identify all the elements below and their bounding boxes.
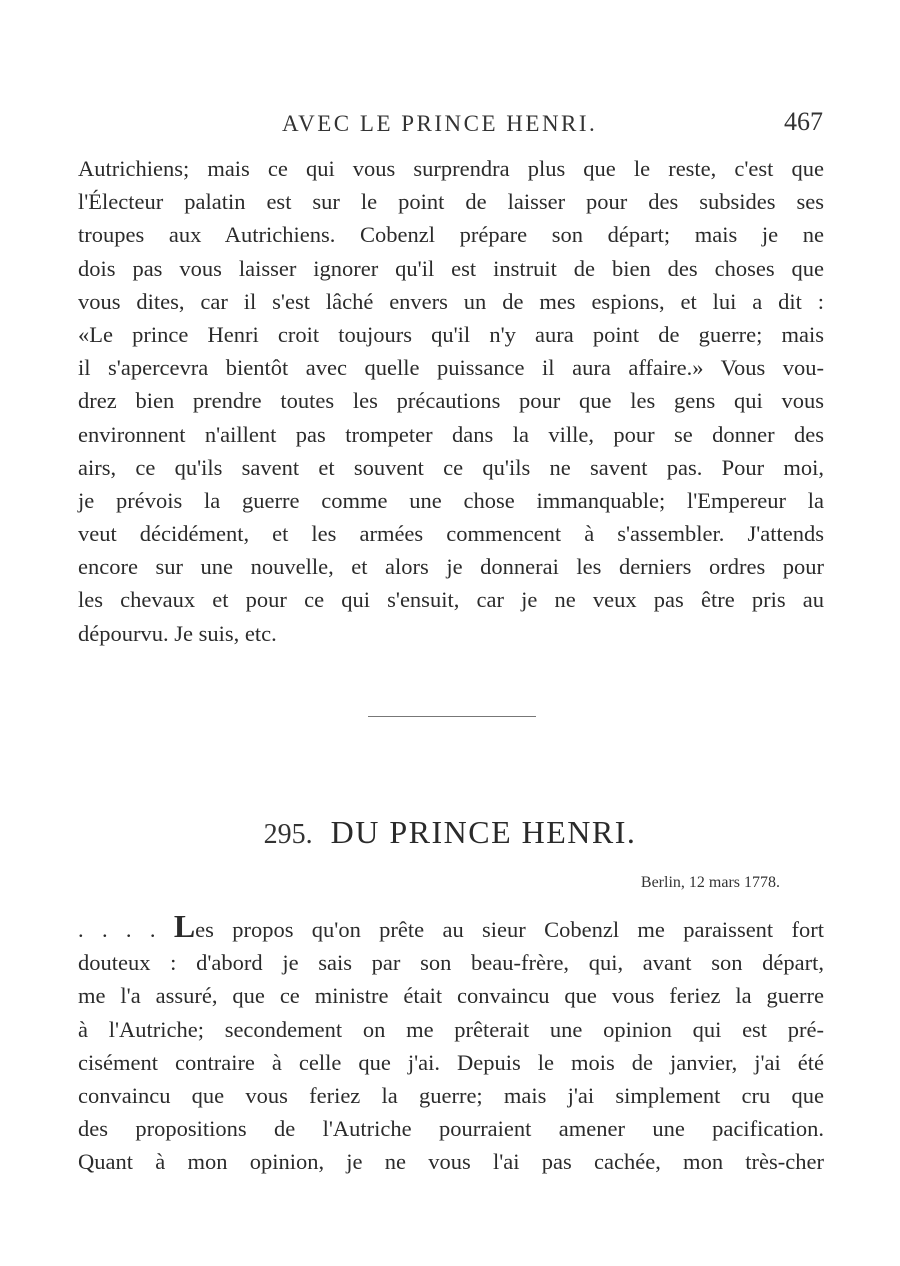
text-line: «Le prince Henri croit toujours qu'il n'y aura point de guerre; mais	[78, 321, 824, 347]
letter-number: 295.	[263, 819, 313, 850]
first-line-text: es propos qu'on prête au sieur Cobenzl me paraissent fort	[195, 917, 824, 942]
text-line: Quant à mon opinion, je ne vous l'ai pas cachée, mon très-cher	[78, 1149, 824, 1175]
page-number: 467	[784, 107, 823, 136]
running-head: AVEC LE PRINCE HENRI.	[282, 111, 598, 136]
text-line: veut décidément, et les armées commencent à s'assembler. J'attends	[78, 521, 824, 547]
text-line: l'Électeur palatin est sur le point de laisser pour des subsides ses	[78, 189, 824, 215]
text-line: drez bien prendre toutes les précautions pour que les gens qui vous	[78, 388, 824, 414]
section-divider	[368, 716, 536, 717]
text-line: il s'apercevra bientôt avec quelle puissance il aura affaire.» Vous vou-	[78, 355, 824, 381]
text-line: troupes aux Autrichiens. Cobenzl prépare son départ; mais je ne	[78, 222, 824, 248]
text-line: environnent n'aillent pas trompeter dans la ville, pour se donner des	[78, 421, 824, 447]
text-line: airs, ce qu'ils savent et souvent ce qu'ils ne savent pas. Pour moi,	[78, 454, 824, 480]
text-line: encore sur une nouvelle, et alors je donnerai les derniers ordres pour	[78, 554, 824, 580]
text-line: vous dites, car il s'est lâché envers un de mes espions, et lui a dit :	[78, 288, 824, 314]
text-line: dois pas vous laisser ignorer qu'il est instruit de bien des choses que	[78, 255, 824, 281]
ellipsis: . . . .	[78, 917, 174, 942]
text-line: dépourvu. Je suis, etc.	[78, 620, 277, 646]
text-line: convaincu que vous feriez la guerre; mais j'ai simplement cru que	[78, 1082, 824, 1108]
text-line: à l'Autriche; secondement on me prêterait une opinion qui est pré-	[78, 1016, 824, 1042]
text-line: les chevaux et pour ce qui s'ensuit, car je ne veux pas être pris au	[78, 587, 824, 613]
text-line: des propositions de l'Autriche pourraient amener une pacification.	[78, 1116, 824, 1142]
text-line: douteux : d'abord je sais par son beau-frère, qui, avant son départ,	[78, 950, 824, 976]
text-line: Autrichiens; mais ce qui vous surprendra plus que le reste, c'est que	[78, 156, 824, 181]
text-line-first	[78, 908, 824, 946]
text-line: me l'a assuré, que ce ministre était convaincu que vous feriez la guerre	[78, 983, 824, 1009]
letter-dateline: Berlin, 12 mars 1778.	[640, 874, 780, 891]
letter-title: DU PRINCE HENRI.	[330, 814, 637, 850]
drop-cap: L	[173, 908, 196, 944]
previous-letter-text	[78, 152, 824, 650]
letter-heading	[0, 810, 900, 861]
text-line: cisément contraire à celle que j'ai. Depuis le mois de janvier, j'ai été	[78, 1049, 824, 1075]
text-line: je prévois la guerre comme une chose immanquable; l'Empereur la	[78, 487, 824, 513]
letter-text	[78, 908, 824, 1179]
